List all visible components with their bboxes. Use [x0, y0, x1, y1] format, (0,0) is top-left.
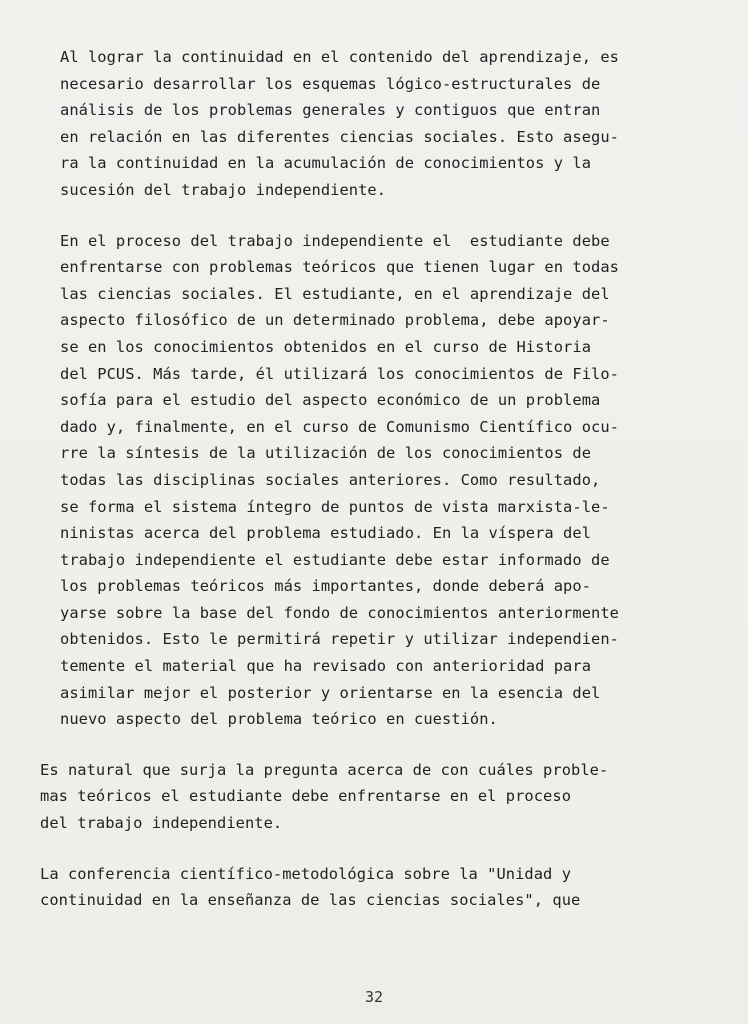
text-line: necesario desarrollar los esquemas lógico-estructurales de [60, 74, 601, 93]
text-line: obtenidos. Esto le permitirá repetir y utilizar independien- [60, 630, 619, 649]
text-line: ra la continuidad en la acumulación de conocimientos y la [60, 154, 592, 173]
text-line: trabajo independiente el estudiante debe estar informado de [60, 550, 610, 569]
text-line: continuidad en la enseñanza de las ciencias sociales", que [40, 891, 581, 910]
page-number: 32 [364, 988, 384, 1006]
text-line: En el proceso del trabajo independiente el estudiante debe [60, 231, 610, 250]
text-line: asimilar mejor el posterior y orientarse en la esencia del [60, 683, 601, 702]
text-line: dado y, finalmente, en el curso de Comunismo Científico ocu- [60, 417, 619, 436]
text-line: yarse sobre la base del fondo de conocimientos anteriormente [60, 603, 619, 622]
paragraph-1 [40, 44, 730, 204]
text-line: Es natural que surja la pregunta acerca de con cuáles proble- [40, 760, 609, 779]
paragraph-3 [40, 757, 730, 837]
text-line: rre la síntesis de la utilización de los conocimientos de [60, 444, 592, 463]
text-line: La conferencia científico-metodológica sobre la "Unidad y [40, 864, 572, 883]
text-line: sucesión del trabajo independiente. [60, 180, 387, 199]
text-line: ninistas acerca del problema estudiado. En la víspera del [60, 524, 592, 543]
text-line: en relación en las diferentes ciencias sociales. Esto asegu- [60, 127, 619, 146]
text-line: se forma el sistema íntegro de puntos de vista marxista-le- [60, 497, 610, 516]
text-line: nuevo aspecto del problema teórico en cuestión. [60, 710, 498, 729]
text-line: enfrentarse con problemas teóricos que tienen lugar en todas [60, 258, 619, 277]
paragraph-4 [40, 861, 730, 914]
text-line: análisis de los problemas generales y contiguos que entran [60, 101, 601, 120]
text-line: del trabajo independiente. [40, 814, 283, 833]
text-line: todas las disciplinas sociales anteriores. Como resultado, [60, 470, 601, 489]
text-line: los problemas teóricos más importantes, donde deberá apo- [60, 577, 592, 596]
text-line: temente el material que ha revisado con anterioridad para [60, 657, 592, 676]
text-line: se en los conocimientos obtenidos en el curso de Historia [60, 337, 592, 356]
text-line: las ciencias sociales. El estudiante, en el aprendizaje del [60, 284, 610, 303]
body-text [40, 44, 730, 938]
paragraph-2 [40, 228, 730, 733]
text-line: mas teóricos el estudiante debe enfrentarse en el proceso [40, 787, 572, 806]
text-line: del PCUS. Más tarde, él utilizará los conocimientos de Filo- [60, 364, 619, 383]
text-line: sofía para el estudio del aspecto económico de un problema [60, 391, 601, 410]
text-line: aspecto filosófico de un determinado problema, debe apoyar- [60, 311, 610, 330]
text-line: Al lograr la continuidad en el contenido del aprendizaje, es [60, 48, 619, 66]
